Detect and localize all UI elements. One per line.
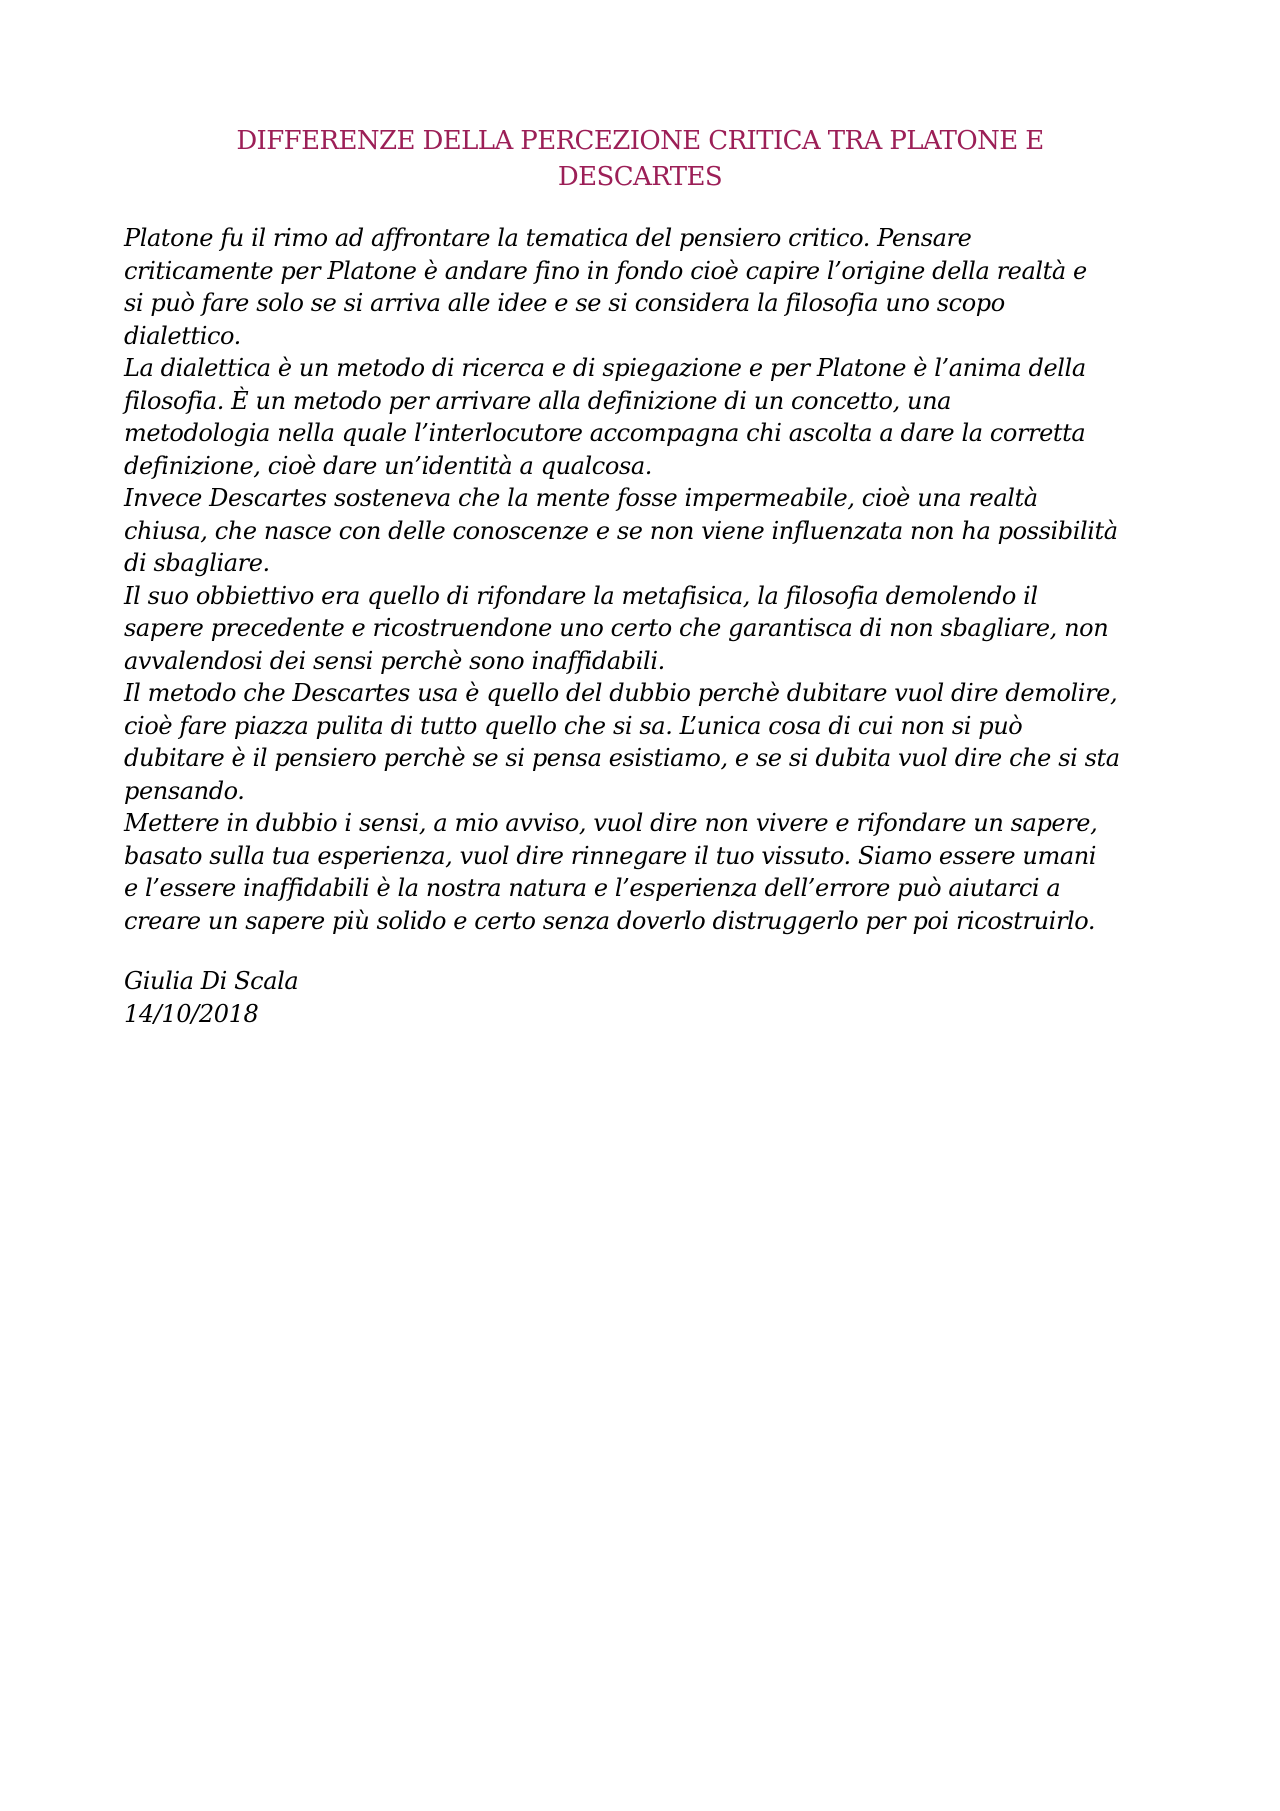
body-line: Mettere in dubbio i sensi, a mio avviso, vuol dire non vivere e rifondare un sapere, <box>124 809 1098 837</box>
body-line: avvalendosi dei sensi perchè sono inaffidabili. <box>124 646 665 675</box>
body-line: pensando. <box>124 776 245 805</box>
body-line: filosofia. È un metodo per arrivare alla definizione di un concetto, una <box>124 386 952 415</box>
document-date: 14/10/2018 <box>124 999 259 1028</box>
body-line: Platone fu il rimo ad affrontare la tematica del pensiero critico. Pensare <box>124 224 972 252</box>
body-line: cioè fare piazza pulita di tutto quello che si sa. L’unica cosa di cui non si può <box>124 711 1023 740</box>
body-line: La dialettica è un metodo di ricerca e di spiegazione e per Platone è l’anima della <box>124 354 1086 382</box>
title-line-2: DESCARTES <box>557 162 723 192</box>
body-line: Il suo obbiettivo era quello di rifondare la metafisica, la filosofia demolendo il <box>124 581 1038 610</box>
page-title <box>0 123 1280 195</box>
body-line: metodologia nella quale l’interlocutore accompagna chi ascolta a dare la corretta <box>124 419 1086 447</box>
body-line: si può fare solo se si arriva alle idee e se si considera la filosofia uno scopo <box>124 289 1005 317</box>
body-line: definizione, cioè dare un’identità a qualcosa. <box>124 451 652 480</box>
body-line: Invece Descartes sosteneva che la mente fosse impermeabile, cioè una realtà <box>124 484 1038 512</box>
signature-block <box>124 965 724 1030</box>
body-line: dubitare è il pensiero perchè se si pensa esistiamo, e se si dubita vuol dire che si sta <box>124 744 1120 772</box>
body-line: e l’essere inaffidabili è la nostra natura e l’esperienza dell’errore può aiutarci a <box>124 874 1061 902</box>
body-line: basato sulla tua esperienza, vuol dire rinnegare il tuo vissuto. Siamo essere umani <box>124 841 1097 870</box>
body-line: sapere precedente e ricostruendone uno certo che garantisca di non sbagliare, non <box>124 614 1109 642</box>
body-line: chiusa, che nasce con delle conoscenze e se non viene influenzata non ha possibilità <box>124 516 1118 545</box>
body-line: dialettico. <box>124 321 241 350</box>
body-line: criticamente per Platone è andare fino in fondo cioè capire l’origine della realtà e <box>124 256 1087 285</box>
author-name: Giulia Di Scala <box>124 967 299 995</box>
body-line: Il metodo che Descartes usa è quello del dubbio perchè dubitare vuol dire demolire, <box>124 679 1118 707</box>
body-line: creare un sapere più solido e certo senza doverlo distruggerlo per poi ricostruirlo. <box>124 906 1096 935</box>
body-text <box>124 222 1184 937</box>
body-line: di sbagliare. <box>124 549 270 577</box>
title-line-1: DIFFERENZE DELLA PERCEZIONE CRITICA TRA PLATONE E <box>236 126 1044 156</box>
